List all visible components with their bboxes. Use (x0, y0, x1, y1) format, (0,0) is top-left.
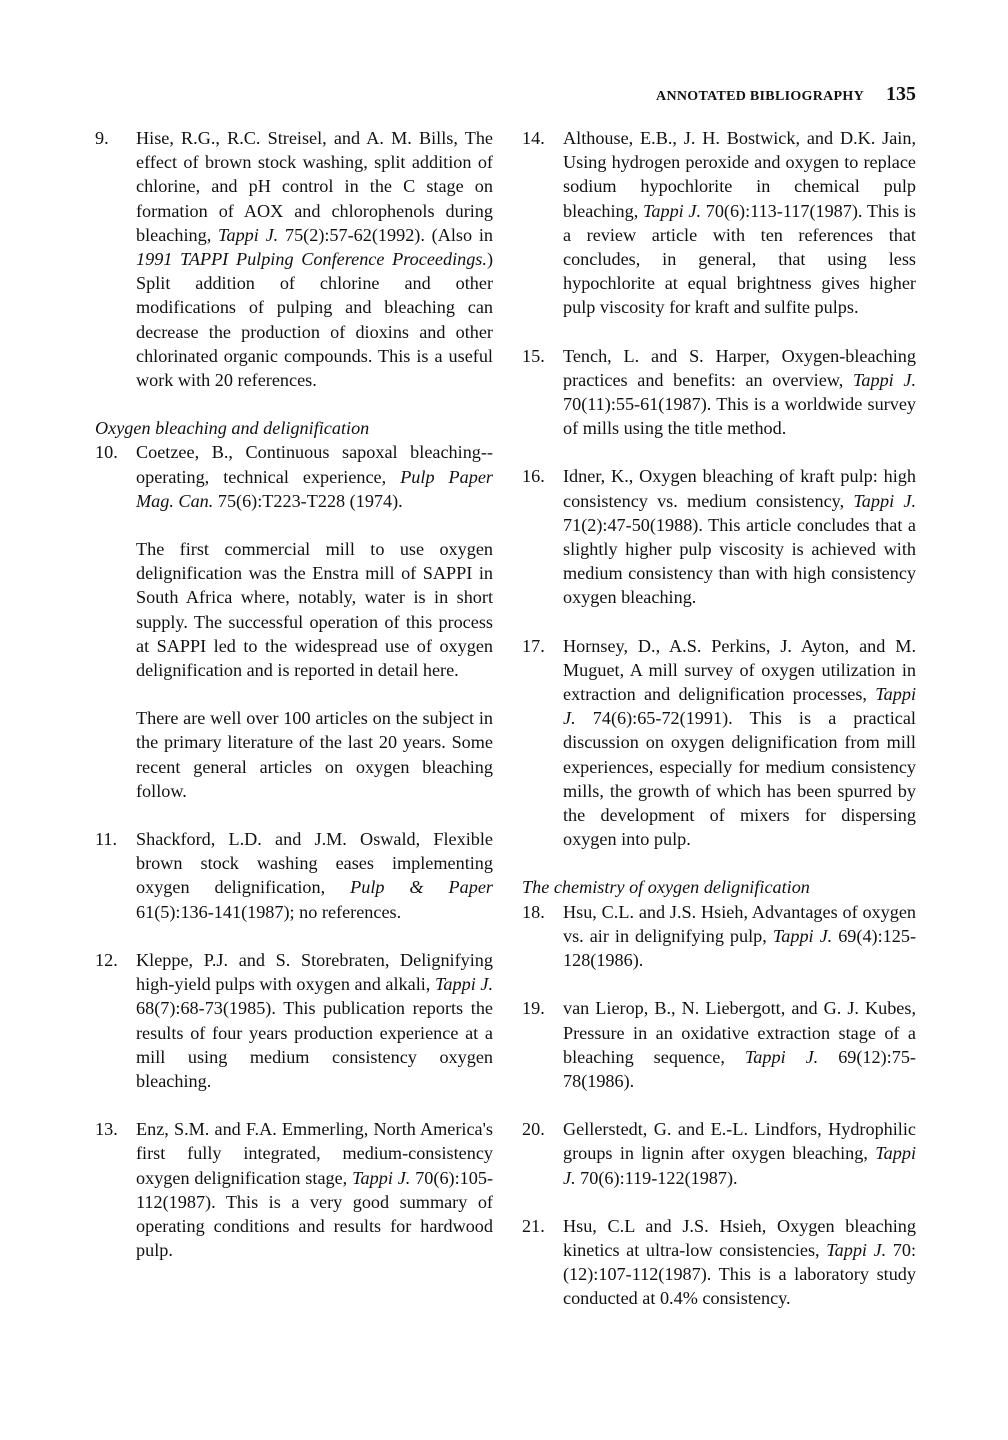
note-paragraph-1: The first commercial mill to use oxygen delignification was the Enstra mill of SAPPI in South Africa where, notably, water is in short supply. The successful operation of this process at SAPPI led to the widespread use of oxygen delignification and is reported in detail here. (136, 539, 493, 681)
entry-citation-cont: 70(6):113-117(1987). This is a review article with ten references that concludes, in general, that using less hypochlorite at equal brightness gives higher pulp viscosity for kraft and sulfite pulps. (563, 200, 916, 318)
section-heading-chemistry: The chemistry of oxygen delignification (522, 877, 810, 898)
proceedings-title: 1991 TAPPI Pulping Conference Proceedings. (136, 249, 487, 270)
entry-citation: Coetzee, B., Continuous sapoxal bleaching--operating, technical experience, (136, 442, 493, 487)
entry-text (563, 126, 916, 320)
entry-citation: Enz, S.M. and F.A. Emmerling, North America's first fully integrated, medium-consistency oxygen delignification stage, (136, 1119, 493, 1188)
journal-title: Tappi J. (642, 200, 702, 221)
entry-text (563, 1214, 916, 1311)
bib-entry-20 (522, 1117, 916, 1190)
entry-number: 11. (95, 829, 118, 850)
entry-citation-cont: 70(11):55-61(1987). This is a worldwide survey of mills using the title method. (563, 394, 916, 439)
entry-citation-cont: 70:(12):107-112(1987). This is a laboratory study conducted at 0.4% consistency. (563, 1239, 916, 1309)
entry-citation-cont: 70(6):119-122(1987). (575, 1167, 738, 1188)
journal-title: Tappi J. (352, 1167, 411, 1188)
entry-number: 21. (522, 1215, 545, 1236)
page-number: 135 (886, 83, 916, 105)
bib-entry-17 (522, 634, 916, 852)
entry-text (563, 996, 916, 1093)
entry-text (563, 344, 916, 441)
page-header (656, 83, 916, 106)
entry-citation: Idner, K., Oxygen bleaching of kraft pulp: high consistency vs. medium consistency, (563, 466, 916, 511)
bib-entry-19 (522, 996, 916, 1093)
entry-number: 20. (522, 1119, 545, 1140)
entry-citation: Tench, L. and S. Harper, Oxygen-bleaching practices and benefits: an overview, (563, 345, 916, 390)
entry-citation-cont: 69(4):125-128(1986). (563, 925, 916, 971)
entry-number: 9. (95, 128, 109, 148)
entry-annotation: ) Split addition of chlorine and other modifications of pulping and bleaching can decrease the production of dioxins and other chlorinated organic compounds. This is a useful work with 20 references. (136, 249, 493, 391)
entry-text (563, 1117, 916, 1190)
bib-entry-11 (95, 827, 493, 924)
entry-text (136, 1117, 493, 1262)
entry-text (563, 900, 916, 973)
right-column (522, 126, 916, 1335)
bib-entry-16 (522, 464, 916, 609)
journal-title: Tappi J. (744, 1046, 819, 1067)
entry-citation: van Lierop, B., N. Liebergott, and G. J. Kubes, Pressure in an oxidative extraction stage of a bleaching sequence, (563, 998, 916, 1067)
entry-number: 16. (522, 466, 545, 487)
bib-entry-9 (95, 126, 493, 392)
journal-title: Tappi J. (852, 369, 916, 390)
journal-title: Tappi J. (772, 925, 833, 946)
entry-number: 13. (95, 1119, 118, 1140)
entry-citation: Hornsey, D., A.S. Perkins, J. Ayton, and M. Muguet, A mill survey of oxygen utilization in extraction and delignification processes, (563, 635, 916, 705)
entry-citation-cont: 74(6):65-72(1991). This is a practical discussion on oxygen delignification from mill experiences, especially for medium consistency mills, the growth of which has been spurred by the development of mixers for dispersing oxygen into pulp. (563, 708, 916, 850)
note-paragraph-2: There are well over 100 articles on the subject in the primary literature of the last 20 years. Some recent general articles on oxygen bleaching follow. (136, 708, 493, 801)
entry-text (563, 464, 916, 609)
journal-title: Pulp Paper Mag. Can. (136, 466, 493, 511)
entry-citation: Gellerstedt, G. and E.-L. Lindfors, Hydrophilic groups in lignin after oxygen bleaching, (563, 1119, 916, 1164)
entry-number: 12. (95, 949, 118, 970)
entry-citation: Hsu, C.L and J.S. Hsieh, Oxygen bleaching kinetics at ultra-low consistencies, (563, 1215, 916, 1260)
bib-entry-21 (522, 1214, 916, 1311)
entry-citation: Kleppe, P.J. and S. Storebraten, Delignifying high-yield pulps with oxygen and alkali, (136, 949, 493, 995)
entry-text (136, 440, 493, 513)
entry-citation: Althouse, E.B., J. H. Bostwick, and D.K. Jain, Using hydrogen peroxide and oxygen to replace sodium hypochlorite in chemical pulp bleaching, (563, 128, 916, 221)
bib-entry-18 (522, 900, 916, 973)
entry-citation-cont: 75(2):57-62(1992). (Also in (278, 224, 493, 245)
entry-text (136, 126, 493, 392)
bib-entry-10 (95, 440, 493, 513)
journal-title: Tappi J. (563, 1143, 916, 1188)
entry-citation: Hise, R.G., R.C. Streisel, and A. M. Bills, The effect of brown stock washing, split addition of chlorine, and pH control in the C stage on formation of AOX and chlorophenols during bleaching, (136, 128, 493, 245)
entry-citation-cont: 61(5):136-141(1987); no references. (136, 901, 402, 922)
entry-number: 19. (522, 998, 545, 1019)
journal-title: Tappi J. (563, 684, 916, 729)
entry-citation-cont: 70(6):105-112(1987). This is a very good summary of operating conditions and results for hardwood pulp. (136, 1167, 493, 1261)
bib-entry-12 (95, 948, 493, 1093)
entry-citation-cont: 68(7):68-73(1985). This publication reports the results of four years production experience at a mill using medium consistency oxygen bleaching. (136, 998, 493, 1091)
entry-number: 14. (522, 128, 545, 148)
entry-citation: Hsu, C.L. and J.S. Hsieh, Advantages of oxygen vs. air in delignifying pulp, (563, 901, 916, 946)
entry-number: 15. (522, 345, 545, 366)
journal-title: Pulp & Paper (350, 877, 493, 898)
entry-citation-cont: 71(2):47-50(1988). This article concludes that a slightly higher pulp viscosity is achieved with medium consistency than with high consistency oxygen bleaching. (563, 514, 916, 608)
entry-number: 17. (522, 635, 545, 656)
bib-entry-14 (522, 126, 916, 320)
running-head: ANNOTATED BIBLIOGRAPHY (656, 89, 864, 104)
journal-title: Tappi J. (853, 490, 916, 511)
entry-citation-cont: 75(6):T223-T228 (1974). (213, 490, 403, 511)
entry-citation: Shackford, L.D. and J.M. Oswald, Flexible brown stock washing eases implementing oxygen delignification, (136, 829, 493, 898)
bib-entry-15 (522, 344, 916, 441)
journal-title: Tappi J. (434, 974, 494, 995)
entry-text (563, 634, 916, 852)
left-column (95, 126, 493, 1286)
entry-citation-cont: 69(12):75-78(1986). (563, 1046, 916, 1091)
entry-text (136, 827, 493, 924)
journal-title: Tappi J. (826, 1239, 887, 1260)
entry-text (136, 948, 493, 1093)
entry-number: 18. (522, 901, 545, 922)
journal-title: Tappi J. (218, 224, 279, 245)
section-heading-oxygen: Oxygen bleaching and delignification (95, 418, 370, 439)
entry-number: 10. (95, 442, 118, 463)
bib-entry-13 (95, 1117, 493, 1262)
